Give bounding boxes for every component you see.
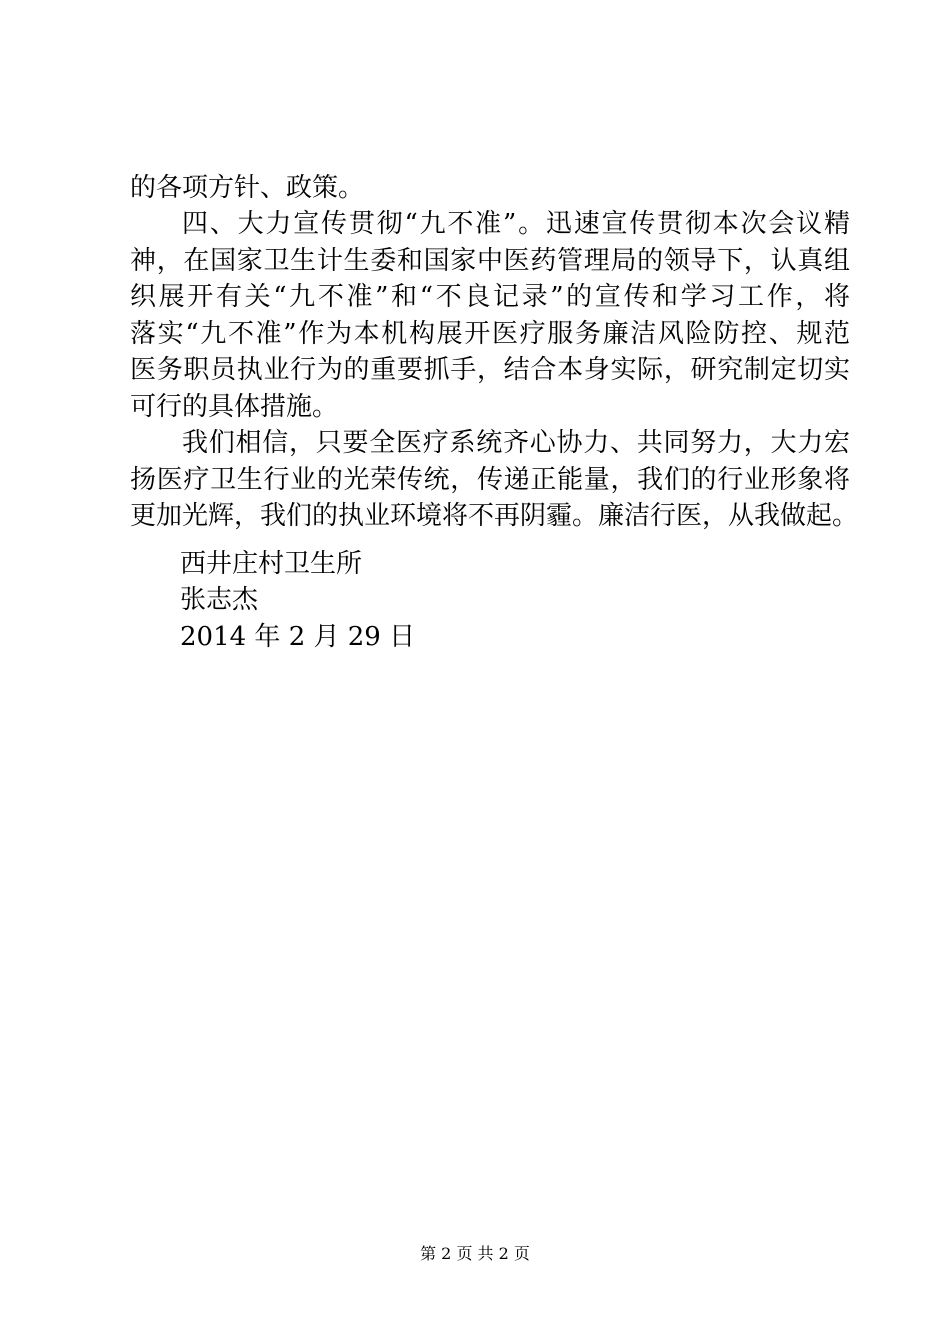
body-line-7: 可行的具体措施。 <box>130 392 339 422</box>
body-line-8: 我们相信，只要全医疗系统齐心协力、共同努力，大力宏 <box>182 428 850 458</box>
body-line-3: 神，在国家卫生计生委和国家中医药管理局的领导下，认真组 <box>130 246 850 276</box>
page-footer: 第 2 页 共 2 页 <box>420 1244 530 1263</box>
signature-date: 2014 年 2 月 29 日 <box>180 622 416 652</box>
body-line-10: 更加光辉，我们的执业环境将不再阴霾。廉洁行医，从我做起。 <box>130 501 859 531</box>
body-line-1: 的各项方针、政策。 <box>130 173 365 203</box>
signature-name: 张志杰 <box>180 585 259 615</box>
body-line-9: 扬医疗卫生行业的光荣传统，传递正能量，我们的行业形象将 <box>130 465 850 495</box>
body-line-5: 落实“九不准”作为本机构展开医疗服务廉洁风险防控、规范 <box>130 319 850 349</box>
body-line-2: 四、大力宣传贯彻“九不准”。迅速宣传贯彻本次会议精 <box>182 209 850 239</box>
signature-organization: 西井庄村卫生所 <box>180 549 363 579</box>
body-line-6: 医务职员执业行为的重要抓手，结合本身实际，研究制定切实 <box>130 355 850 385</box>
body-line-4: 织展开有关“九不准”和“不良记录”的宣传和学习工作，将 <box>130 282 850 312</box>
